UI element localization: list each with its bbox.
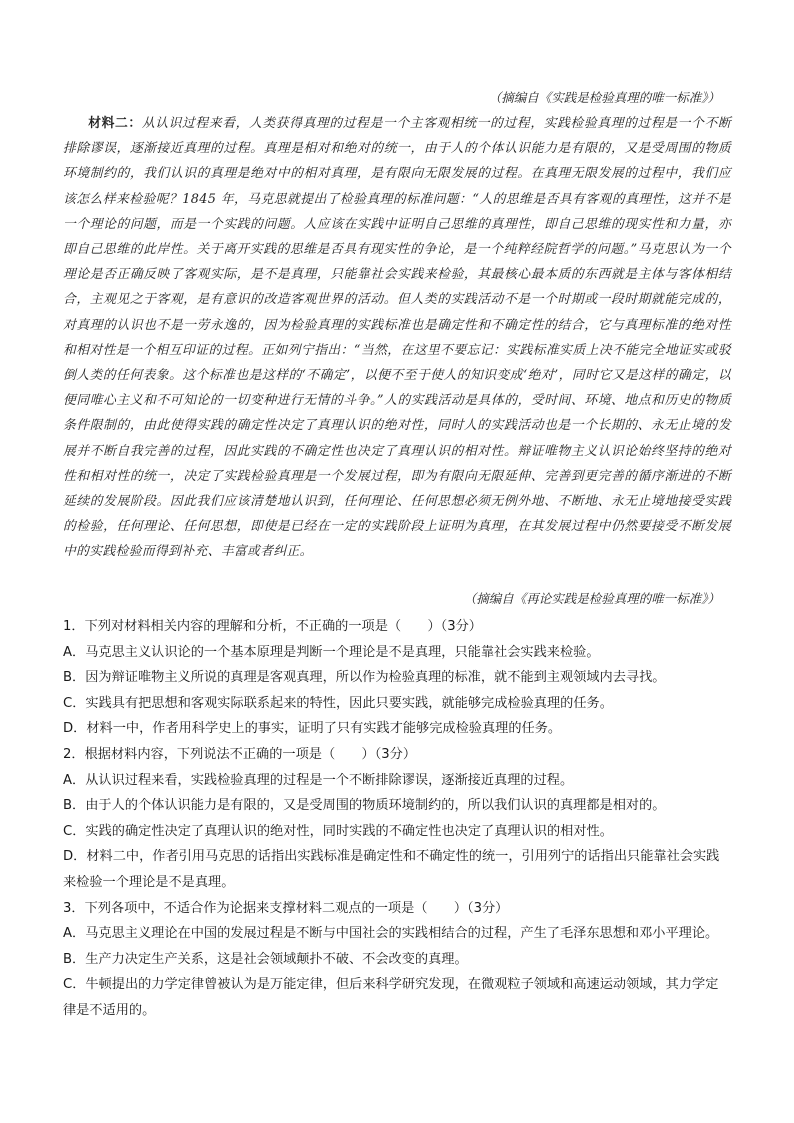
option-a: A．马克思主义认识论的一个基本原理是判断一个理论是不是真理，只能靠社会实践来检验。	[63, 644, 600, 660]
option-b: B．生产力决定生产关系，这是社会领域颠扑不破、不会改变的真理。	[63, 951, 468, 967]
option-a: A．从认识过程来看，实践检验真理的过程是一个不断排除谬误，逐渐接近真理的过程。	[63, 772, 574, 788]
material-two-text: 从认识过程来看，人类获得真理的过程是一个主客观相统一的过程，实践检验真理的过程是一个不断排除谬误，逐渐接近真理的过程。真理是相对和绝对的统一，由于人的个体认识能力是有限的，又是受周围的物质环境制约的，我们认识的真理是绝对中的相对真理，是有限向无限发展的过程。在真理无限发展的过程中，我们应该怎么样来检验呢？1845 年，马克思就提出了检验真理的标准问题：“人的思维是否具有客观的真理性，这并不是一个理论的问题，而是一个实践的问题。人应该在实践中证明自己思维的真理性，即自己思维的现实性和力量，亦即自己思维的此岸性。关于离开实践的思维是否具有现实性的争论，是一个纯粹经院哲学的问题。”马克思认为一个理论是否正确反映了客观实际，是不是真理，只能靠社会实践来检验，其最核心最本质的东西就是主体与客体相结合，主观见之于客观，是有意识的改造客观世界的活动。但人类的实践活动不是一个时期或一段时期就能完成的，对真理的认识也不是一劳永逸的，因为检验真理的实践标准也是确定性和不确定性的结合，它与真理标准的绝对性和相对性是一个相互印证的过程。正如列宁指出：“当然，在这里不要忘记：实践标准实质上决不能完全地证实或驳倒人类的任何表象。这个标准也是这样的‘不确定’，以便不至于使人的知识变成‘绝对’，同时它又是这样的确定，以便同唯心主义和不可知论的一切变种进行无情的斗争。”人的实践活动是具体的，受时间、环境、地点和历史的物质条件限制的，由此使得实践的确定性决定了真理认识的绝对性，同时人的实践活动也是一个长期的、永无止境的发展并不断自我完善的过程，因此实践的不确定性也决定了真理认识的相对性。辩证唯物主义认识论始终坚持的绝对性和相对性的统一，决定了实践检验真理是一个发展过程，即为有限向无限延伸、完善到更完善的循序渐进的不断延续的发展阶段。因此我们应该清楚地认识到，任何理论、任何思想必须无例外地、不断地、永无止境地接受实践的检验，任何理论、任何思想，即使是已经在一定的实践阶段上证明为真理，在其发展过程中仍然要接受不断发展中的实践检验而得到补充、丰富或者纠正。	[63, 116, 731, 560]
option-c: C．实践具有把思想和客观实际联系起来的特性，因此只要实践，就能够完成检验真理的任务。	[63, 695, 613, 711]
material-two-label: 材料二：	[88, 116, 142, 131]
question-stem: 2．根据材料内容，下列说法不正确的一项是（ ）（3分）	[63, 746, 417, 762]
question-stem: 3．下列各项中，不适合作为论据来支撑材料二观点的一项是（ ）（3分）	[63, 900, 509, 916]
option-a: A．马克思主义理论在中国的发展过程是不断与中国社会的实践相结合的过程，产生了毛泽东思想和邓小平理论。	[63, 926, 719, 942]
question-2	[63, 742, 731, 896]
source-citation-top: （摘编自《实践是检验真理的唯一标准》）	[488, 90, 720, 105]
question-1	[63, 614, 731, 742]
material-two-passage	[63, 111, 731, 565]
question-list	[63, 614, 731, 1024]
option-c: C．实践的确定性决定了真理认识的绝对性，同时实践的不确定性也决定了真理认识的相对性。	[63, 823, 613, 839]
option-d: D．材料二中，作者引用马克思的话指出实践标准是确定性和不确定性的统一，引用列宁的话指出只能靠社会实践来检验一个理论是不是真理。	[63, 849, 720, 890]
question-stem: 1．下列对材料相关内容的理解和分析，不正确的一项是（ ）（3分）	[63, 619, 482, 634]
source-citation-bottom: （摘编自《再论实践是检验真理的唯一标准》）	[463, 591, 720, 606]
question-3	[63, 896, 731, 1024]
option-d: D．材料一中，作者用科学史上的事实，证明了只有实践才能够完成检验真理的任务。	[63, 721, 562, 737]
option-c: C．牛顿提出的力学定律曾被认为是万能定律，但后来科学研究发现，在微观粒子领域和高速运动领域，其力学定律是不适用的。	[63, 977, 719, 1018]
option-b: B．因为辩证唯物主义所说的真理是客观真理，所以作为检验真理的标准，就不能到主观领域内去寻找。	[63, 670, 666, 686]
option-b: B．由于人的个体认识能力是有限的，又是受周围的物质环境制约的，所以我们认识的真理都是相对的。	[63, 798, 666, 814]
